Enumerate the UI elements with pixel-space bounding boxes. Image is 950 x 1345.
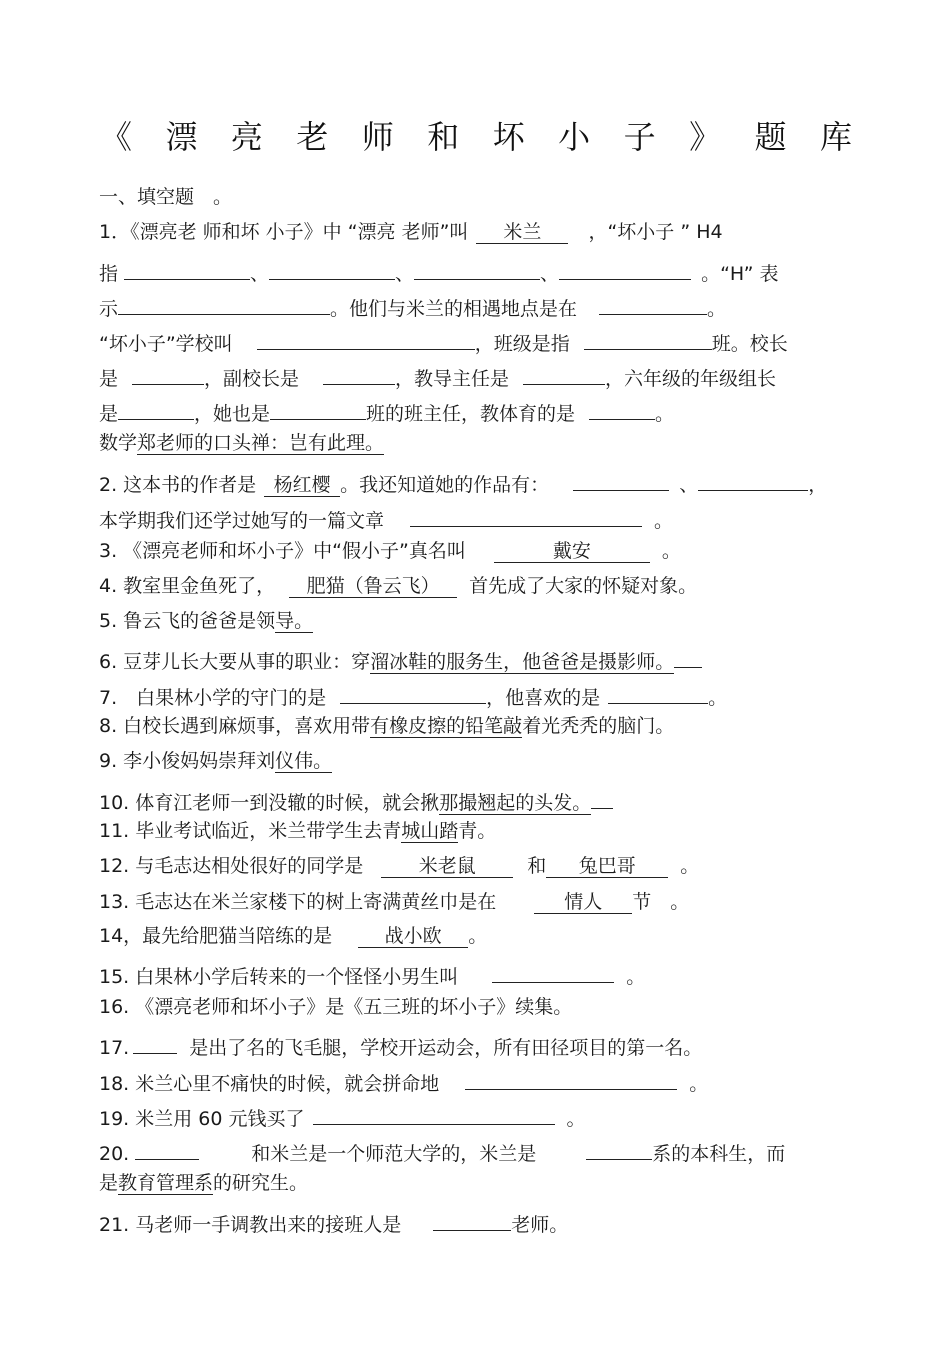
question-2-line-1: 2. 这本书的作者是 杨红樱 。我还知道她的作品有： 、 ，	[99, 466, 827, 498]
question-16: 16. 《漂亮老师和坏小子》是《五三班的坏小子》续集。	[99, 996, 573, 1018]
title-char: 老	[296, 118, 329, 156]
answer-blank	[492, 958, 614, 983]
question-17: 17. 是出了名的飞毛腿，学校开运动会，所有田径项目的第一名。	[99, 1029, 702, 1061]
question-5: 5. 鲁云飞的爸爸是领导。	[99, 610, 314, 632]
answer-blank	[523, 360, 605, 385]
question-1-line-1: 1．《漂亮老 师和坏 小子》中 “漂亮 老师”叫 米兰 ，“坏小子 ” H4	[99, 221, 723, 243]
answer-blank	[608, 679, 708, 704]
answer-blank: 戴安	[494, 538, 650, 563]
title-char: 师	[361, 118, 394, 156]
title-char: 漂	[165, 118, 198, 156]
title-char: 坏	[492, 118, 525, 156]
answer-blank	[584, 325, 712, 350]
question-3: 3. 《漂亮老师和坏小子》中“假小子”真名叫 戴安 。	[99, 540, 681, 562]
answer-blank: 米兰	[476, 219, 568, 244]
answer-blank	[340, 679, 486, 704]
question-6: 6. 豆芽儿长大要从事的职业：穿溜冰鞋的服务生，他爸爸是摄影师。	[99, 643, 702, 675]
answer-blank	[589, 395, 655, 420]
answer-blank	[269, 255, 395, 280]
question-20-line-2: 是教育管理系的研究生。	[99, 1172, 309, 1194]
section-heading: 一、填空题 。	[99, 186, 233, 208]
answer-blank	[559, 255, 691, 280]
answer-blank	[313, 1100, 555, 1125]
answer-blank	[323, 360, 395, 385]
underlined-answer: 溜冰鞋的服务生，他爸爸是摄影	[370, 651, 637, 673]
title-char: 小	[558, 118, 591, 156]
question-1-line-7: 数学郑老师的口头禅：岂有此理。	[99, 432, 385, 454]
answer-blank	[133, 1029, 177, 1054]
answer-blank	[573, 466, 669, 491]
underlined-answer: 导。	[275, 610, 314, 632]
answer-blank	[433, 1206, 511, 1231]
question-13: 13. 毛志达在米兰家楼下的树上寄满黄丝巾是在 情人 节 。	[99, 891, 690, 913]
answer-blank	[586, 1135, 652, 1160]
answer-blank	[591, 784, 613, 809]
question-12: 12. 与毛志达相处很好的同学是 米老鼠 和 兔巴哥 。	[99, 855, 700, 877]
title-char: 亮	[230, 118, 263, 156]
question-2-line-2: 本学期我们还学过她写的一篇文章 。	[99, 502, 673, 534]
question-1-line-3: 示 。他们与米兰的相遇地点是在 。	[99, 290, 726, 322]
answer-blank: 米老鼠	[381, 853, 513, 878]
title-char: 》	[689, 118, 722, 156]
answer-blank	[698, 466, 808, 491]
question-8: 8. 白校长遇到麻烦事，喜欢用带有橡皮擦的铅笔敲着光秃秃的脑门。	[99, 715, 675, 737]
question-19: 19. 米兰用 60 元钱买了 。	[99, 1100, 586, 1132]
page-title	[100, 112, 852, 158]
answer-blank	[135, 1135, 199, 1160]
title-char: 子	[623, 118, 656, 156]
underlined-answer: 师。	[636, 651, 675, 673]
question-1-line-4: “坏小子”学校叫 ，班级是指 班。校长	[99, 325, 788, 357]
answer-blank: 战小欧	[358, 923, 468, 948]
question-20-line-1: 20. 和米兰是一个师范大学的，米兰是 系的本科生，而	[99, 1135, 785, 1167]
answer-blank	[132, 360, 204, 385]
underlined-answer: 城山踏	[401, 820, 459, 842]
underlined-answer: 郑老师的口头禅：岂有此理。	[137, 432, 385, 454]
answer-blank	[270, 395, 366, 420]
answer-blank	[118, 290, 330, 315]
question-14: 14，最先给肥猫当陪练的是 战小欧 。	[99, 925, 488, 947]
question-15: 15. 白果林小学后转来的一个怪怪小男生叫 。	[99, 958, 645, 990]
question-7: 7. 白果林小学的守门的是 ，他喜欢的是 。	[99, 679, 727, 711]
answer-blank: 情人	[534, 889, 632, 914]
answer-blank	[124, 255, 250, 280]
answer-blank: 杨红樱	[264, 472, 340, 497]
answer-blank	[414, 255, 540, 280]
question-1-line-5: 是 ，副校长是 ，教导主任是 ，六年级的年级组长	[99, 360, 776, 392]
answer-blank: 肥猫（鲁云飞）	[289, 573, 457, 598]
answer-blank	[674, 643, 702, 668]
answer-blank	[118, 395, 194, 420]
question-21: 21. 马老师一手调教出来的接班人是 老师。	[99, 1206, 568, 1238]
underlined-answer: 那撮翘起的头发。	[439, 792, 592, 814]
answer-blank	[599, 290, 707, 315]
answer-blank	[257, 325, 475, 350]
title-char: 题	[754, 118, 787, 156]
title-char: 《	[100, 118, 133, 156]
question-1-line-2: 指 、 、 、 。“H” 表	[99, 255, 779, 287]
title-char: 和	[427, 118, 460, 156]
question-4: 4. 教室里金鱼死了， 肥猫（鲁云飞） 首先成了大家的怀疑对象。	[99, 575, 698, 597]
question-10: 10. 体育江老师一到没辙的时候，就会揪那撮翘起的头发。	[99, 784, 613, 816]
question-9: 9. 李小俊妈妈崇拜刘仪伟。	[99, 750, 333, 772]
title-char: 库	[819, 118, 852, 156]
question-1-line-6: 是 ，她也是 班的班主任，教体育的是 。	[99, 395, 674, 427]
underlined-answer: 有橡皮擦的铅笔敲	[370, 715, 523, 737]
question-11: 11. 毕业考试临近，米兰带学生去青城山踏青。	[99, 820, 497, 842]
answer-blank: 兔巴哥	[546, 853, 668, 878]
underlined-answer: 仪伟。	[275, 750, 333, 772]
underlined-answer: 教育管理系	[118, 1172, 214, 1194]
answer-blank	[410, 502, 642, 527]
answer-blank	[465, 1065, 677, 1090]
question-18: 18. 米兰心里不痛快的时候，就会拼命地 。	[99, 1065, 708, 1097]
